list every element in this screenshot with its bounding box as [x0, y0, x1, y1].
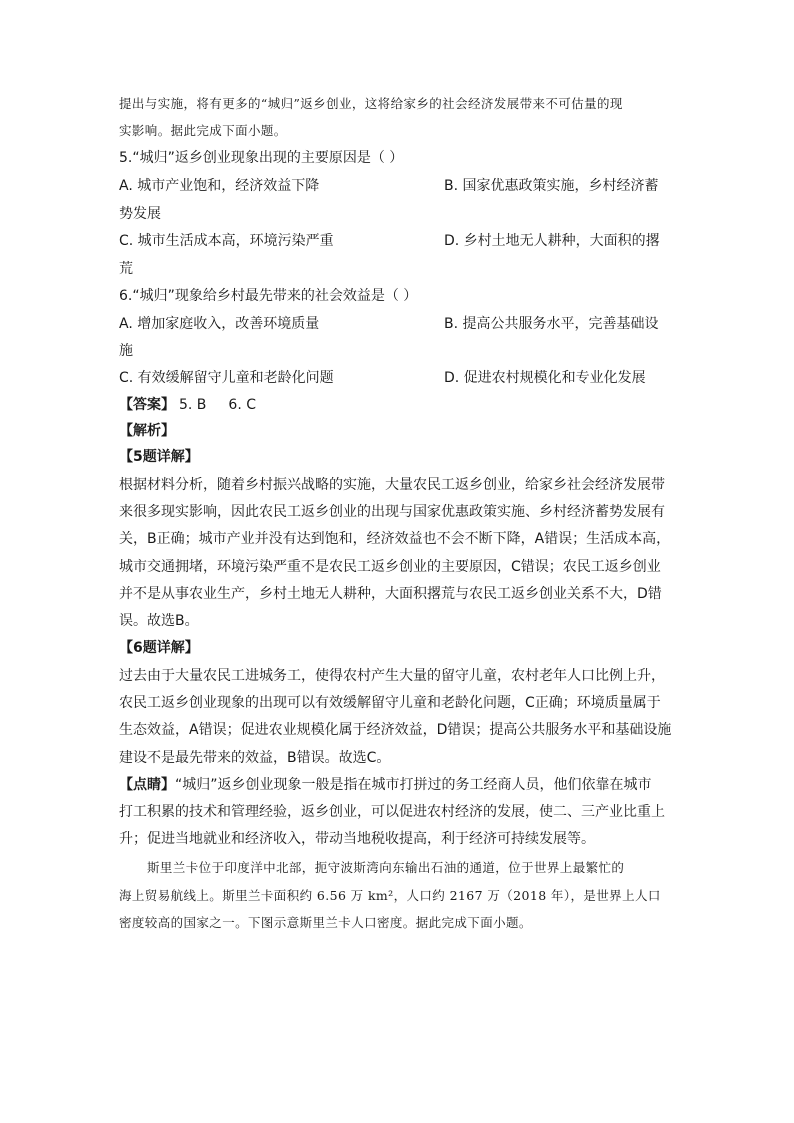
material-line: 密度较高的国家之一。下图示意斯里兰卡人口密度。据此完成下面小题。 [119, 915, 532, 930]
q6-option-d: D. 促进农村规模化和专业化发展 [444, 370, 646, 386]
q6-option-a: A. 增加家庭收入，改善环境质量 [119, 316, 320, 332]
intro-line-1: 提出与实施，将有更多的“城归”返乡创业，这将给家乡的社会经济发展带来不可估量的现 [119, 96, 623, 111]
detail6-tag: 【6题详解】 [119, 640, 199, 656]
q6-option-b-cont: 施 [119, 343, 133, 359]
q5-option-b-cont: 势发展 [119, 206, 161, 222]
answer-5: 5. B [179, 397, 207, 413]
answer-6: 6. C [228, 397, 257, 413]
analysis-tag: 【解析】 [119, 423, 175, 439]
material-line: 斯里兰卡位于印度洋中北部，扼守波斯湾向东输出石油的通道，位于世界上最繁忙的 [147, 860, 625, 875]
detail5-line: 根据材料分析，随着乡村振兴战略的实施，大量农民工返乡创业，给家乡社会经济发展带 [119, 477, 665, 493]
tips-line: 打工积累的技术和管理经验，返乡创业，可以促进农村经济的发展，使二、三产业比重上 [119, 804, 665, 820]
tips-line: 升；促进当地就业和经济收入，带动当地税收提高，利于经济可持续发展等。 [119, 831, 595, 847]
intro-line-2: 实影响。据此完成下面小题。 [119, 123, 287, 138]
tips-text: “城归”返乡创业现象一般是指在城市打拼过的务工经商人员，他们依靠在城市 [175, 777, 652, 793]
q5-option-d-cont: 荒 [119, 261, 133, 277]
detail5-line: 来很多现实影响，因此农民工返乡创业的出现与国家优惠政策实施、乡村经济蓄势发展有 [119, 504, 665, 520]
detail5-line: 并不是从事农业生产，乡村土地无人耕种，大面积撂荒与农民工返乡创业关系不大，D错 [119, 586, 662, 602]
detail5-line: 关，B正确；城市产业并没有达到饱和，经济效益也不会不断下降，A错误；生活成本高， [119, 531, 671, 547]
q5-option-d: D. 乡村土地无人耕种，大面积的撂 [444, 233, 660, 249]
detail5-line: 误。故选B。 [119, 613, 199, 629]
q5-option-b: B. 国家优惠政策实施，乡村经济蓄 [444, 178, 659, 194]
detail6-line: 过去由于大量农民工进城务工，使得农村产生大量的留守儿童，农村老年人口比例上升， [119, 668, 665, 684]
detail6-line: 农民工返乡创业现象的出现可以有效缓解留守儿童和老龄化问题，C正确；环境质量属于 [119, 695, 661, 711]
detail5-tag: 【5题详解】 [119, 449, 199, 465]
detail6-line: 生态效益，A错误；促进农业规模化属于经济效益，D错误；提高公共服务水平和基础设施 [119, 722, 672, 738]
answer-tag: 【答案】 [119, 397, 175, 413]
tips-tag: 【点睛】 [119, 777, 175, 793]
q6-option-b: B. 提高公共服务水平，完善基础设 [444, 316, 659, 332]
detail6-line: 建设不是最先带来的效益，B错误。故选C。 [119, 750, 391, 766]
q5-option-c: C. 城市生活成本高，环境污染严重 [119, 233, 334, 249]
q5-stem: 5.“城归”返乡创业现象出现的主要原因是（ ） [119, 150, 404, 166]
material-line: 海上贸易航线上。斯里兰卡面积约 6.56 万 km²，人口约 2167 万（2018 年），是世界上人口 [119, 888, 661, 903]
q5-option-a: A. 城市产业饱和，经济效益下降 [119, 178, 320, 194]
q6-option-c: C. 有效缓解留守儿童和老龄化问题 [119, 370, 334, 386]
detail5-line: 城市交通拥堵，环境污染严重不是农民工返乡创业的主要原因，C错误；农民工返乡创业 [119, 559, 661, 575]
q6-stem: 6.“城归”现象给乡村最先带来的社会效益是（ ） [119, 288, 418, 304]
tips-line-1 [119, 775, 652, 795]
answer-line [119, 395, 256, 415]
